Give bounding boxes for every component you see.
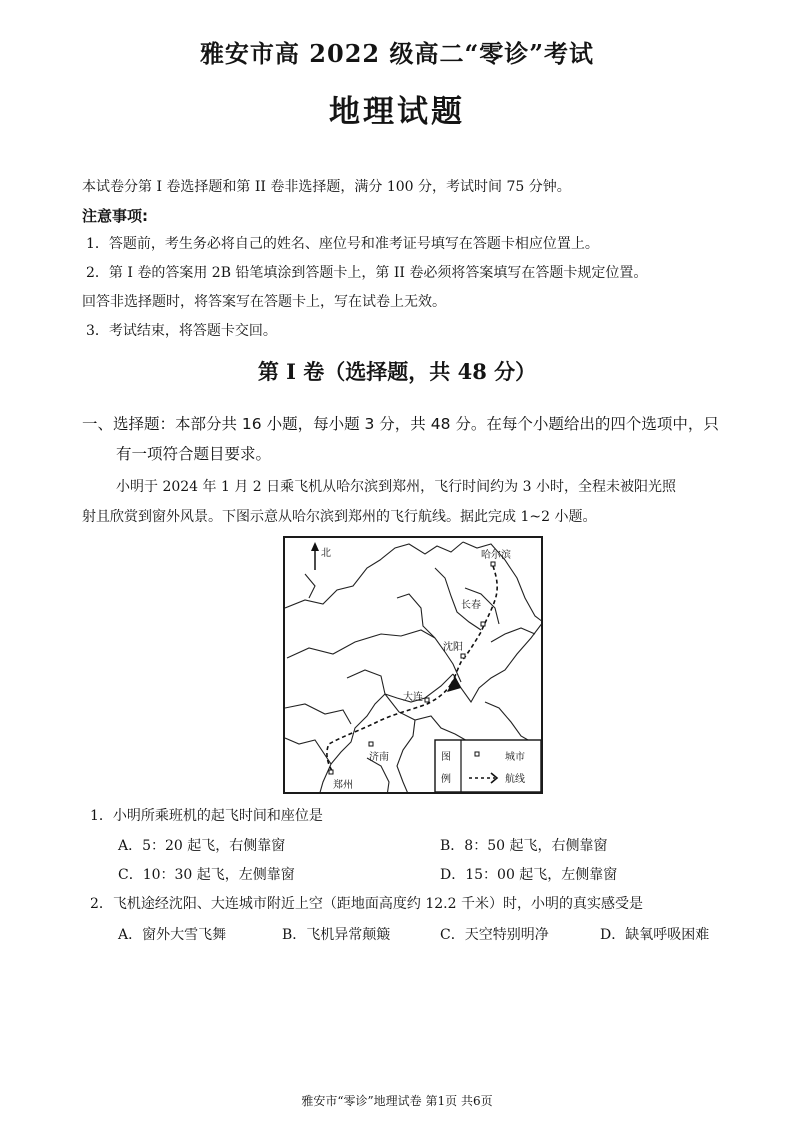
question-2-option-a: A．窗外大雪飞舞 [118,927,227,943]
page-footer: 雅安市“零诊”地理试卷 第1页 共6页 [301,1094,493,1108]
legend-city-label: 城市 [505,752,525,763]
question-1-option-a: A．5：20 起飞，右侧靠窗 [118,838,286,854]
north-label: 北 [321,548,331,559]
city-label-harbin: 哈尔滨 [481,550,511,561]
notice-item-3: 3．考试结束，将答题卡交回。 [86,323,277,339]
exam-title: 雅安市高 2022 级高二“零诊”考试 [199,39,595,68]
exam-intro: 本试卷分第 I 卷选择题和第 II 卷非选择题，满分 100 分，考试时间 75 分钟。 [82,179,571,195]
question-1-option-b: B．8：50 起飞，右侧靠窗 [440,838,608,854]
passage-line-1: 小明于 2024 年 1 月 2 日乘飞机从哈尔滨到郑州，飞行时间约为 3 小时，全程未被阳光照 [116,479,676,495]
part-one-instruction: 一、选择题：本部分共 16 小题，每小题 3 分，共 48 分。在每个小题给出的四个选项中，只 [82,415,719,433]
city-label-zhengzhou: 郑州 [333,780,353,791]
section-title: 第 I 卷（选择题，共 48 分） [257,359,537,384]
city-label-shenyang: 沈阳 [443,642,463,653]
question-1-option-c: C．10：30 起飞，左侧靠窗 [118,867,295,883]
legend-title-part-2: 例 [441,774,451,785]
map-drawing [285,538,543,794]
subject-title: 地理试题 [329,94,465,130]
notice-item-2-cont: 回答非选择题时，将答案写在答题卡上，写在试卷上无效。 [82,294,446,310]
notice-item-1: 1．答题前，考生务必将自己的姓名、座位号和准考证号填写在答题卡相应位置上。 [86,236,599,252]
question-2-stem: 2．飞机途经沈阳、大连城市附近上空（距地面高度约 12.2 千米）时，小明的真实感受是 [90,896,643,912]
question-2-option-c: C．天空特别明净 [440,927,549,943]
question-1-stem: 1．小明所乘班机的起飞时间和座位是 [90,808,323,824]
city-label-jinan: 济南 [369,752,389,763]
city-label-dalian: 大连 [403,692,423,703]
part-one-instruction-cont: 有一项符合题目要求。 [116,445,272,463]
passage-line-2: 射且欣赏到窗外风景。下图示意从哈尔滨到郑州的飞行航线。据此完成 1~2 小题。 [82,509,597,525]
notice-item-2: 2．第 I 卷的答案用 2B 铅笔填涂到答题卡上，第 II 卷必须将答案填写在答题卡规定位置。 [86,265,648,281]
question-1-option-d: D．15：00 起飞，左侧靠窗 [440,867,618,883]
north-arrow [311,542,319,570]
notice-heading: 注意事项: [82,207,148,225]
question-2-option-b: B．飞机异常颠簸 [282,927,391,943]
question-2-option-d: D．缺氧呼吸困难 [600,927,710,943]
flight-route-map [283,536,543,794]
city-label-changchun: 长春 [461,600,481,611]
legend-route-label: 航线 [505,774,525,785]
legend-title-part-1: 图 [441,752,451,763]
